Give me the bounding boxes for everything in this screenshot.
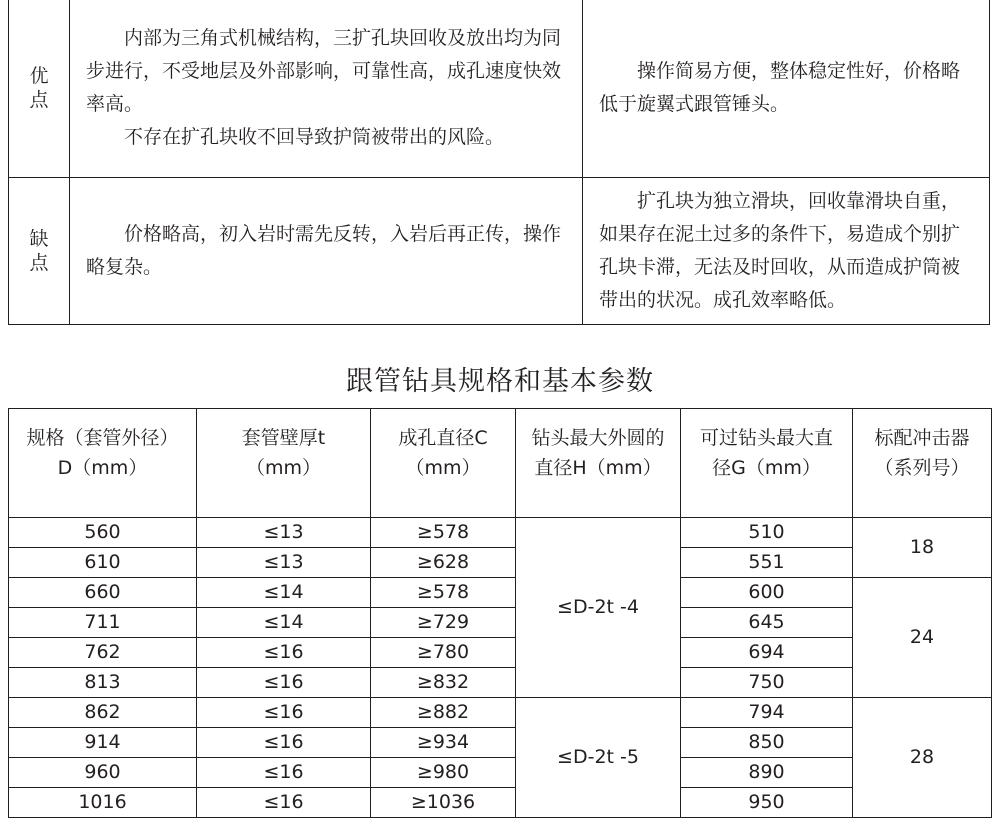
pros-left-para: 内部为三角式机械结构，三扩孔块回收及放出均为同步进行，不受地层及外部影响，可靠性高，成孔速度快效率高。 [86, 27, 562, 115]
cell-d: 960 [9, 758, 197, 788]
pros-cons-table [8, 0, 990, 325]
cell-d: 660 [9, 578, 197, 608]
cell-c: ≥934 [371, 728, 516, 758]
cell-c: ≥578 [371, 578, 516, 608]
cell-t: ≤14 [197, 608, 371, 638]
cell-c: ≥780 [371, 638, 516, 668]
table-row [9, 578, 992, 608]
cell-g: 890 [681, 758, 853, 788]
cell-t: ≤16 [197, 758, 371, 788]
cell-g: 950 [681, 788, 853, 818]
cell-d: 762 [9, 638, 197, 668]
cons-right-cell [583, 178, 990, 325]
table-row [9, 728, 992, 758]
table-row [9, 788, 992, 818]
cell-d: 560 [9, 518, 197, 548]
cell-impactor: 28 [853, 698, 992, 818]
cell-t: ≤16 [197, 668, 371, 698]
pros-left-para: 不存在扩孔块收不回导致护筒被带出的风险。 [124, 126, 505, 148]
cons-left-cell [70, 178, 583, 325]
table-row [9, 608, 992, 638]
cell-t: ≤16 [197, 638, 371, 668]
cell-g: 794 [681, 698, 853, 728]
cell-c: ≥729 [371, 608, 516, 638]
cell-c: ≥578 [371, 518, 516, 548]
cell-h-group: ≤D-2t -4 [516, 518, 681, 698]
cell-d: 1016 [9, 788, 197, 818]
cell-d: 711 [9, 608, 197, 638]
cell-c: ≥980 [371, 758, 516, 788]
cons-left-para: 价格略高，初入岩时需先反转，入岩后再正传，操作略复杂。 [86, 223, 562, 278]
cons-label: 缺 点 [9, 178, 70, 325]
pros-right-para: 操作简易方便，整体稳定性好，价格略低于旋翼式跟管锤头。 [599, 60, 961, 115]
cell-g: 750 [681, 668, 853, 698]
cell-h-group: ≤D-2t -5 [516, 698, 681, 818]
cell-t: ≤16 [197, 698, 371, 728]
cell-c: ≥882 [371, 698, 516, 728]
table-row [9, 548, 992, 578]
pros-row [9, 0, 990, 178]
header-spec-d: 规格（套管外径） D（mm） [9, 409, 197, 518]
cell-c: ≥1036 [371, 788, 516, 818]
pros-left-cell [70, 0, 583, 178]
cell-d: 862 [9, 698, 197, 728]
table-row [9, 698, 992, 728]
header-bit-max-diameter: 钻头最大外圆的 直径H（mm） [516, 409, 681, 518]
cell-g: 645 [681, 608, 853, 638]
table-row [9, 638, 992, 668]
cons-right-para: 扩孔块为独立滑块，回收靠滑块自重，如果存在泥土过多的条件下，易造成个别扩孔块卡滞，无法及时回收，从而造成护筒被带出的状况。成孔效率略低。 [599, 190, 961, 311]
header-hole-diameter: 成孔直径C （mm） [371, 409, 516, 518]
header-wall-thickness: 套管壁厚t （mm） [197, 409, 371, 518]
section-title: 跟管钻具规格和基本参数 [346, 366, 654, 397]
cell-g: 551 [681, 548, 853, 578]
cell-t: ≤13 [197, 518, 371, 548]
cell-t: ≤14 [197, 578, 371, 608]
cell-t: ≤16 [197, 728, 371, 758]
pros-right-cell [583, 0, 990, 178]
spec-header-row [9, 409, 992, 518]
cell-impactor: 18 [853, 518, 992, 578]
cell-c: ≥628 [371, 548, 516, 578]
cell-g: 510 [681, 518, 853, 548]
table-row [9, 758, 992, 788]
cell-d: 610 [9, 548, 197, 578]
cell-t: ≤16 [197, 788, 371, 818]
cell-d: 813 [9, 668, 197, 698]
cons-row [9, 178, 990, 325]
header-pass-diameter: 可过钻头最大直 径G（mm） [681, 409, 853, 518]
cell-c: ≥832 [371, 668, 516, 698]
spec-table [8, 408, 992, 818]
cell-d: 914 [9, 728, 197, 758]
cell-g: 694 [681, 638, 853, 668]
cell-g: 850 [681, 728, 853, 758]
table-row [9, 668, 992, 698]
pros-label: 优 点 [9, 0, 70, 178]
cell-g: 600 [681, 578, 853, 608]
cell-impactor: 24 [853, 578, 992, 698]
header-impactor: 标配冲击器 （系列号） [853, 409, 992, 518]
cell-t: ≤13 [197, 548, 371, 578]
table-row [9, 518, 992, 548]
